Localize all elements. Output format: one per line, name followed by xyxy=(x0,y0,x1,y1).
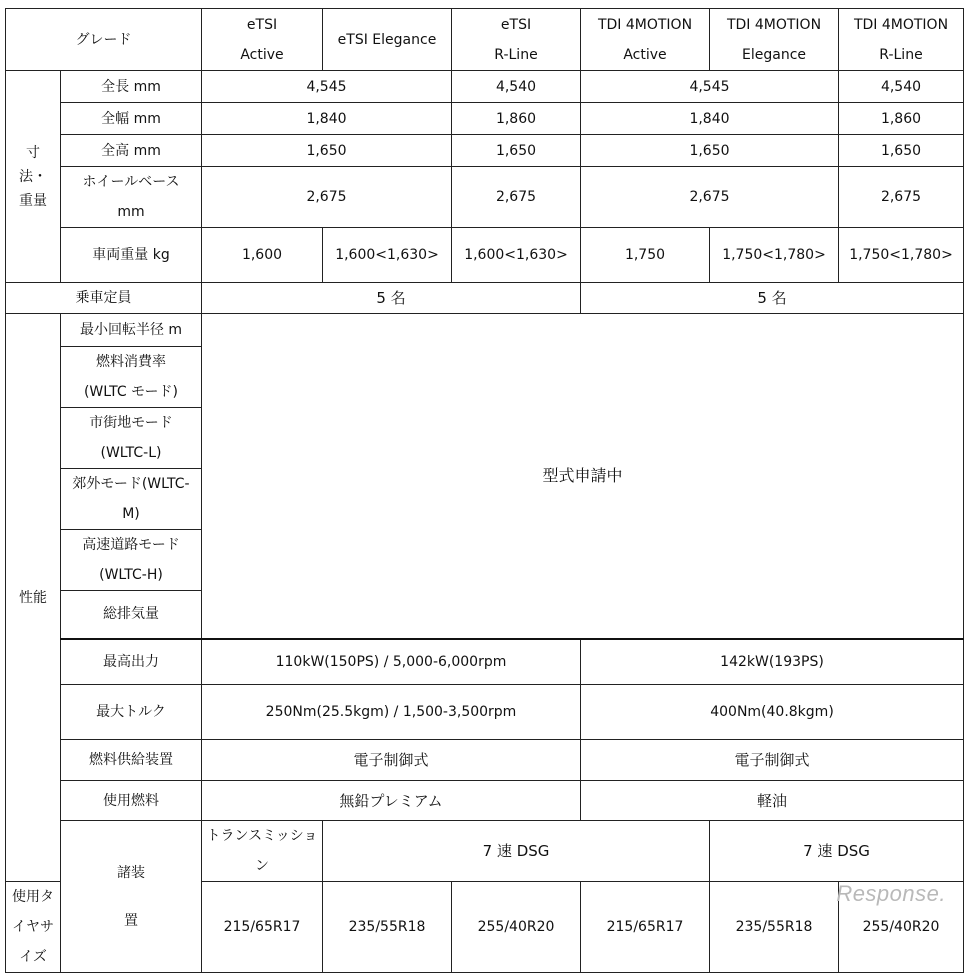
equipment-section-label: 諸装 置 xyxy=(61,821,202,973)
weight-value: 1,750<1,780> xyxy=(710,228,839,283)
height-etsi-rline-value: 1,650 xyxy=(452,135,581,167)
weight-value: 1,750 xyxy=(581,228,710,283)
wheelbase-label: ホイールベース mm xyxy=(61,167,202,228)
width-tdi-value: 1,840 xyxy=(581,103,839,135)
fuel-system-label: 燃料供給装置 xyxy=(61,740,202,781)
weight-value: 1,600<1,630> xyxy=(452,228,581,283)
weight-value: 1,750<1,780> xyxy=(839,228,964,283)
weight-label: 車両重量 kg xyxy=(61,228,202,283)
capacity-label: 乗車定員 xyxy=(6,283,202,314)
grade-header: グレード xyxy=(6,9,202,71)
grade-etsi-rline: eTSI R-Line xyxy=(452,9,581,71)
length-label: 全長 mm xyxy=(61,71,202,103)
width-tdi-rline-value: 1,860 xyxy=(839,103,964,135)
tire-size-value: 215/65R17 xyxy=(581,882,710,973)
transmission-etsi-value: 7 速 DSG xyxy=(323,821,710,882)
fuel-type-tdi-value: 軽油 xyxy=(581,781,964,821)
grade-etsi-active: eTSI Active xyxy=(202,9,323,71)
tire-size-label: 使用タイヤサイズ xyxy=(6,882,61,973)
fuel-system-tdi-value: 電子制御式 xyxy=(581,740,964,781)
fuel-type-etsi-value: 無鉛プレミアム xyxy=(202,781,581,821)
width-etsi-rline-value: 1,860 xyxy=(452,103,581,135)
weight-value: 1,600 xyxy=(202,228,323,283)
spec-table xyxy=(5,8,964,973)
city-mode-label: 市街地モード (WLTC-L) xyxy=(61,408,202,469)
fuel-consumption-label: 燃料消費率 (WLTC モード) xyxy=(61,347,202,408)
grade-etsi-elegance: eTSI Elegance xyxy=(323,9,452,71)
wheelbase-etsi-value: 2,675 xyxy=(202,167,452,228)
tire-size-value: 255/40R20 xyxy=(839,882,964,973)
wheelbase-tdi-rline-value: 2,675 xyxy=(839,167,964,228)
wheelbase-tdi-value: 2,675 xyxy=(581,167,839,228)
fuel-type-label: 使用燃料 xyxy=(61,781,202,821)
max-power-tdi-value: 142kW(193PS) xyxy=(581,639,964,685)
tire-size-value: 215/65R17 xyxy=(202,882,323,973)
displacement-label: 総排気量 xyxy=(61,591,202,639)
performance-section-label: 性能 xyxy=(6,314,61,882)
response-watermark: Response. xyxy=(836,881,946,906)
width-etsi-value: 1,840 xyxy=(202,103,452,135)
wheelbase-etsi-rline-value: 2,675 xyxy=(452,167,581,228)
height-label: 全高 mm xyxy=(61,135,202,167)
grade-tdi-rline: TDI 4MOTION R-Line xyxy=(839,9,964,71)
tire-size-value: 235/55R18 xyxy=(710,882,839,973)
dimensions-section-label: 寸 法・ 重量 xyxy=(6,71,61,283)
capacity-tdi-value: 5 名 xyxy=(581,283,964,314)
pending-notice: 型式申請中 xyxy=(202,314,964,639)
weight-value: 1,600<1,630> xyxy=(323,228,452,283)
grade-tdi-elegance: TDI 4MOTION Elegance xyxy=(710,9,839,71)
fuel-system-etsi-value: 電子制御式 xyxy=(202,740,581,781)
length-tdi-value: 4,545 xyxy=(581,71,839,103)
length-etsi-rline-value: 4,540 xyxy=(452,71,581,103)
suburban-mode-label: 郊外モード(WLTC- M) xyxy=(61,469,202,530)
max-torque-label: 最大トルク xyxy=(61,685,202,740)
transmission-label: トランスミッション xyxy=(202,821,323,882)
height-etsi-value: 1,650 xyxy=(202,135,452,167)
tire-size-value: 255/40R20 xyxy=(452,882,581,973)
max-power-etsi-value: 110kW(150PS) / 5,000-6,000rpm xyxy=(202,639,581,685)
tire-size-value: 235/55R18 xyxy=(323,882,452,973)
height-tdi-rline-value: 1,650 xyxy=(839,135,964,167)
length-etsi-value: 4,545 xyxy=(202,71,452,103)
transmission-tdi-value: 7 速 DSG xyxy=(710,821,964,882)
highway-mode-label: 高速道路モード (WLTC-H) xyxy=(61,530,202,591)
max-torque-etsi-value: 250Nm(25.5kgm) / 1,500-3,500rpm xyxy=(202,685,581,740)
capacity-etsi-value: 5 名 xyxy=(202,283,581,314)
length-tdi-rline-value: 4,540 xyxy=(839,71,964,103)
grade-tdi-active: TDI 4MOTION Active xyxy=(581,9,710,71)
turning-radius-label: 最小回転半径 m xyxy=(61,314,202,347)
max-power-label: 最高出力 xyxy=(61,639,202,685)
max-torque-tdi-value: 400Nm(40.8kgm) xyxy=(581,685,964,740)
height-tdi-value: 1,650 xyxy=(581,135,839,167)
width-label: 全幅 mm xyxy=(61,103,202,135)
